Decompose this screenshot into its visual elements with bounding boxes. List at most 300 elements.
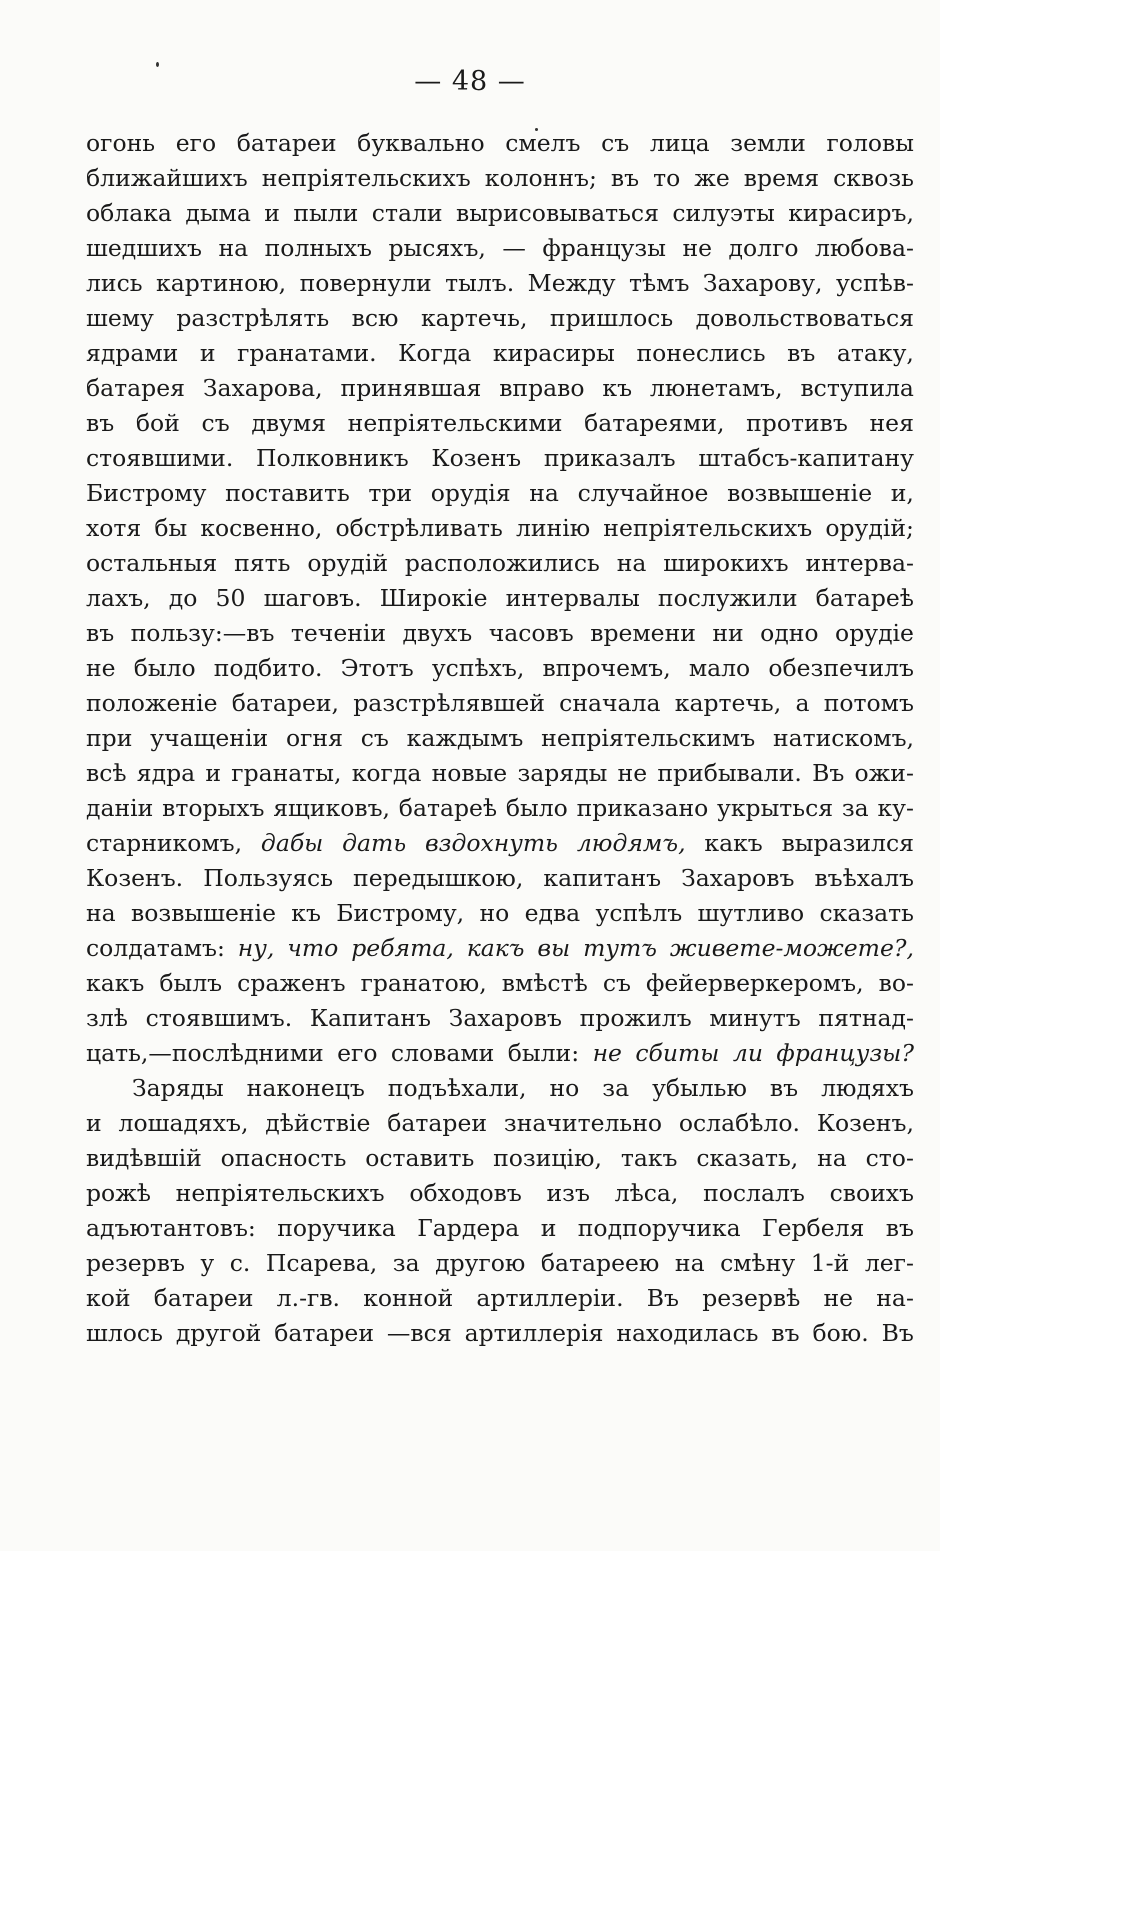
word: своихъ <box>829 1179 914 1207</box>
word: пыли <box>293 199 359 227</box>
word: положеніе <box>86 689 218 717</box>
word: какъ <box>86 969 145 997</box>
word: Широкіе <box>379 584 488 612</box>
text-line <box>86 1246 914 1281</box>
word: сто- <box>865 1144 914 1172</box>
word: Захаровъ <box>681 864 795 892</box>
word: ку- <box>877 794 914 822</box>
text-line <box>86 931 914 966</box>
word: Между <box>527 269 616 297</box>
word: колоннъ; <box>484 164 597 192</box>
text-line <box>86 826 914 861</box>
word: вмѣстѣ <box>501 969 588 997</box>
text-line <box>86 791 914 826</box>
word: не <box>86 654 116 682</box>
word: шлось <box>86 1319 163 1347</box>
word: бою. <box>812 1319 869 1347</box>
word: любова- <box>815 234 914 262</box>
word: с. <box>229 1249 251 1277</box>
word: батареею <box>540 1249 660 1277</box>
word: батареи <box>236 129 337 157</box>
word: старникомъ, <box>86 829 243 857</box>
word: Когда <box>398 339 472 367</box>
word: другою <box>435 1249 526 1277</box>
word: и <box>540 1214 557 1242</box>
text-line <box>86 266 914 301</box>
word: разстрѣлять <box>176 304 330 332</box>
word: но <box>549 1074 580 1102</box>
word: вторыхъ <box>162 794 265 822</box>
word: послалъ <box>703 1179 805 1207</box>
word: противъ <box>746 409 848 437</box>
word: пользу:—въ <box>130 619 275 647</box>
word: картечь, <box>674 689 782 717</box>
word: всю <box>351 304 399 332</box>
word: Козенъ, <box>816 1109 914 1137</box>
word: и <box>264 199 280 227</box>
text-line <box>86 511 914 546</box>
word: непріятельскимъ <box>541 724 756 752</box>
word: тѣмъ <box>629 269 690 297</box>
word: картиною, <box>156 269 287 297</box>
word: за <box>392 1249 420 1277</box>
word: повернули <box>299 269 432 297</box>
word: словами <box>390 1039 495 1067</box>
word: адъютантовъ: <box>86 1214 256 1242</box>
word: къ <box>291 899 321 927</box>
word: наконецъ <box>246 1074 365 1102</box>
word: къ <box>602 374 633 402</box>
word: же <box>694 164 730 192</box>
word: когда <box>351 759 422 787</box>
text-line <box>86 616 914 651</box>
word: огня <box>285 724 343 752</box>
word: двухъ <box>402 619 473 647</box>
word: въ <box>885 1214 914 1242</box>
italic-word: ли <box>732 1039 763 1067</box>
word: на- <box>876 1284 914 1312</box>
word: подъѣхали, <box>387 1074 527 1102</box>
word: мало <box>688 654 751 682</box>
word: стали <box>371 199 443 227</box>
word: земли <box>730 129 806 157</box>
text-line <box>86 756 914 791</box>
word: сказать <box>819 899 914 927</box>
italic-word: дабы <box>260 829 324 857</box>
italic-word: что <box>287 934 339 962</box>
word: на <box>817 1144 847 1172</box>
word: съ <box>601 129 630 157</box>
word: буквально <box>357 129 485 157</box>
word: Псарева, <box>265 1249 378 1277</box>
word: съ <box>602 969 631 997</box>
word: батареи <box>387 1109 488 1137</box>
word: кирасиръ, <box>788 199 914 227</box>
word: успѣв- <box>835 269 914 297</box>
word: атаку, <box>836 339 914 367</box>
word: такъ <box>620 1144 678 1172</box>
word: то <box>653 164 681 192</box>
word: 1-й <box>810 1249 850 1277</box>
word: непріятельскихъ <box>261 164 471 192</box>
word: смелъ <box>505 129 581 157</box>
word: подпоручика <box>577 1214 741 1242</box>
word: на <box>616 549 647 577</box>
italic-word: сбиты <box>635 1039 720 1067</box>
word: поставить <box>225 479 350 507</box>
word: передышкою, <box>353 864 524 892</box>
word: дѣйствіе <box>265 1109 371 1137</box>
word: резервѣ <box>702 1284 801 1312</box>
word: въ <box>86 409 115 437</box>
word: до <box>168 584 198 612</box>
word: натискомъ, <box>772 724 914 752</box>
text-line <box>86 1106 914 1141</box>
text-line <box>86 1036 914 1071</box>
text-line <box>86 686 914 721</box>
word: батареи <box>274 1319 374 1347</box>
word: возвышеніе <box>727 479 873 507</box>
text-line <box>86 896 914 931</box>
word: ящиковъ, <box>273 794 391 822</box>
text-line <box>86 196 914 231</box>
word: видѣвшій <box>86 1144 202 1172</box>
word: рысяхъ, <box>388 234 486 262</box>
word: орудіе <box>835 619 914 647</box>
word: силуэты <box>672 199 775 227</box>
word: Гербеля <box>762 1214 865 1242</box>
word: ни <box>712 619 744 647</box>
word: Въ <box>881 1319 914 1347</box>
text-line <box>86 546 914 581</box>
word: лица <box>649 129 710 157</box>
word: укрыться <box>717 794 834 822</box>
word: интервалы <box>505 584 640 612</box>
word: дыма <box>185 199 251 227</box>
word: въ <box>610 164 640 192</box>
word: были: <box>507 1039 580 1067</box>
word: опасность <box>220 1144 347 1172</box>
word: Въ <box>812 759 845 787</box>
text-line <box>86 1281 914 1316</box>
text-line <box>86 126 914 161</box>
word: картечь, <box>420 304 528 332</box>
word: рожѣ <box>86 1179 151 1207</box>
word: огонь <box>86 129 156 157</box>
word: его <box>337 1039 378 1067</box>
word: въ <box>771 1319 800 1347</box>
word: возвышеніе <box>131 899 276 927</box>
word: изъ <box>546 1179 590 1207</box>
word: прожилъ <box>579 1004 692 1032</box>
word: Захарову, <box>702 269 823 297</box>
word: на <box>674 1249 705 1277</box>
word: и <box>86 1109 102 1137</box>
word: какъ <box>704 829 763 857</box>
word: гранаты, <box>231 759 342 787</box>
word: артиллерія <box>464 1319 604 1347</box>
word: лахъ, <box>86 584 151 612</box>
word: батареи <box>153 1284 254 1312</box>
word: лѣса, <box>614 1179 679 1207</box>
text-line <box>86 651 914 686</box>
word: теченіи <box>290 619 387 647</box>
word: стоявшимъ. <box>145 1004 293 1032</box>
word: обходовъ <box>409 1179 522 1207</box>
word: но <box>479 899 510 927</box>
word: расположились <box>404 549 600 577</box>
word: сквозь <box>833 164 914 192</box>
word: сраженъ <box>237 969 346 997</box>
text-line <box>86 406 914 441</box>
italic-word: ребята, <box>351 934 454 962</box>
word: хотя <box>86 514 142 542</box>
word: успѣлъ <box>595 899 683 927</box>
word: не <box>682 234 713 262</box>
word: шутливо <box>697 899 805 927</box>
word: ядра <box>136 759 196 787</box>
word: прибывали. <box>657 759 802 787</box>
italic-word: вы <box>537 934 571 962</box>
word: впрочемъ, <box>542 654 671 682</box>
word: приказано <box>576 794 709 822</box>
word: широкихъ <box>663 549 789 577</box>
word: у <box>200 1249 215 1277</box>
word: батареѣ <box>815 584 914 612</box>
italic-word: живете-можете?, <box>669 934 914 962</box>
word: на <box>529 479 559 507</box>
word: было <box>505 794 568 822</box>
word: принявшая <box>340 374 482 402</box>
word: заряды <box>517 759 608 787</box>
text-line <box>86 1316 914 1351</box>
word: злѣ <box>86 1004 128 1032</box>
word: всѣ <box>86 759 127 787</box>
word: при <box>86 724 133 752</box>
word: оставить <box>365 1144 475 1172</box>
word: пятнад- <box>818 1004 914 1032</box>
word: время <box>743 164 820 192</box>
word: батареѣ <box>398 794 498 822</box>
text-line <box>86 301 914 336</box>
word: гранатами. <box>237 339 377 367</box>
word: въ <box>787 339 816 367</box>
word: фейерверкеромъ, <box>645 969 864 997</box>
word: Полковникъ <box>256 444 409 472</box>
word: разстрѣлявшей <box>353 689 545 717</box>
word: резервъ <box>86 1249 185 1277</box>
word: непріятельскихъ <box>175 1179 385 1207</box>
text-line <box>86 1071 914 1106</box>
text-line <box>86 581 914 616</box>
word: потомъ <box>823 689 914 717</box>
word: не <box>617 759 648 787</box>
word: ослабѣло. <box>678 1109 800 1137</box>
word: ожи- <box>854 759 914 787</box>
italic-word: ну, <box>237 934 275 962</box>
word: три <box>368 479 413 507</box>
italic-word: тутъ <box>583 934 657 962</box>
paragraph <box>86 1071 914 1351</box>
word: цать,—послѣдними <box>86 1039 324 1067</box>
word: линію <box>515 514 591 542</box>
word: убылью <box>652 1074 747 1102</box>
word: не <box>823 1284 854 1312</box>
word: облака <box>86 199 172 227</box>
word: находилась <box>616 1319 759 1347</box>
word: батареями, <box>584 409 725 437</box>
word: людяхъ <box>821 1074 914 1102</box>
word: одно <box>760 619 819 647</box>
word: сказать, <box>696 1144 799 1172</box>
word: съ <box>201 409 230 437</box>
text-line <box>86 231 914 266</box>
word: Заряды <box>132 1074 224 1102</box>
word: интерва- <box>805 549 914 577</box>
word: позицію, <box>493 1144 602 1172</box>
word: орудій; <box>825 514 914 542</box>
word: орудія <box>430 479 511 507</box>
word: ядрами <box>86 339 179 367</box>
word: ближайшихъ <box>86 164 248 192</box>
word: Захаровъ <box>448 1004 562 1032</box>
word: выразился <box>781 829 914 857</box>
word: долго <box>728 234 799 262</box>
word: во- <box>878 969 914 997</box>
word: значительно <box>503 1109 663 1137</box>
word: новые <box>431 759 508 787</box>
word: на <box>218 234 249 262</box>
body-text <box>86 126 914 1351</box>
word: за <box>841 794 869 822</box>
word: —вся <box>386 1319 452 1347</box>
text-line <box>86 441 914 476</box>
text-line <box>86 336 914 371</box>
word: Козенъ. <box>86 864 184 892</box>
word: приказалъ <box>543 444 676 472</box>
text-line <box>86 371 914 406</box>
word: косвенно, <box>200 514 323 542</box>
word: гранатою, <box>360 969 487 997</box>
text-line <box>86 476 914 511</box>
word: смѣну <box>720 1249 796 1277</box>
word: вырисовываться <box>456 199 659 227</box>
text-line <box>86 161 914 196</box>
word: лошадяхъ, <box>118 1109 249 1137</box>
word: лись <box>86 269 143 297</box>
word: другой <box>175 1319 262 1347</box>
word: люнетамъ, <box>649 374 783 402</box>
text-line <box>86 861 914 896</box>
word: Капитанъ <box>309 1004 431 1032</box>
italic-word: не <box>592 1039 622 1067</box>
word: обстрѣливать <box>335 514 503 542</box>
word: двумя <box>251 409 326 437</box>
word: въ <box>86 619 115 647</box>
word: Гардера <box>417 1214 520 1242</box>
word: капитанъ <box>543 864 662 892</box>
word: Захарова, <box>202 374 323 402</box>
word: штабсъ-капитану <box>698 444 914 472</box>
word: головы <box>826 129 914 157</box>
word: кой <box>86 1284 131 1312</box>
word: бой <box>135 409 180 437</box>
italic-word: французы? <box>776 1039 914 1067</box>
word: пришлось <box>549 304 674 332</box>
text-line <box>86 1176 914 1211</box>
word: нея <box>869 409 914 437</box>
word: л.-гв. <box>276 1284 341 1312</box>
word: а <box>795 689 810 717</box>
italic-word: вздохнуть <box>424 829 558 857</box>
word: батареи, <box>231 689 340 717</box>
word: Бистрому <box>86 479 207 507</box>
word: подбито. <box>213 654 323 682</box>
word: стоявшими. <box>86 444 234 472</box>
word: часовъ <box>488 619 574 647</box>
word: и <box>199 339 216 367</box>
word: Козенъ <box>431 444 522 472</box>
word: лег- <box>864 1249 914 1277</box>
text-line <box>86 1001 914 1036</box>
word: былъ <box>159 969 223 997</box>
text-line <box>86 1211 914 1246</box>
word: бы <box>154 514 188 542</box>
word: Бистрому, <box>336 899 465 927</box>
italic-word: людямъ, <box>576 829 686 857</box>
word: шему <box>86 304 154 332</box>
word: французы <box>542 234 666 262</box>
word: поручика <box>277 1214 396 1242</box>
word: Пользуясь <box>203 864 333 892</box>
word: успѣхъ, <box>431 654 525 682</box>
word: на <box>86 899 116 927</box>
page-number: — 48 — <box>414 66 526 97</box>
word: кирасиры <box>492 339 615 367</box>
word: было <box>133 654 196 682</box>
word: въ <box>769 1074 799 1102</box>
paragraph <box>86 126 914 1071</box>
word: его <box>175 129 217 157</box>
italic-word: дать <box>342 829 407 857</box>
word: шедшихъ <box>86 234 202 262</box>
word: минутъ <box>709 1004 801 1032</box>
word: 50 <box>215 584 246 612</box>
word: полныхъ <box>264 234 372 262</box>
word: съ <box>360 724 389 752</box>
word: даніи <box>86 794 154 822</box>
word: случайное <box>577 479 709 507</box>
word: послужили <box>657 584 798 612</box>
word: и <box>205 759 222 787</box>
word: тылъ. <box>445 269 515 297</box>
word: времени <box>590 619 696 647</box>
word: непріятельскихъ <box>603 514 813 542</box>
word: и, <box>890 479 914 507</box>
word: за <box>602 1074 630 1102</box>
word: солдатамъ: <box>86 934 225 962</box>
word: едва <box>524 899 581 927</box>
word: сначала <box>559 689 661 717</box>
word: батарея <box>86 374 185 402</box>
word: шаговъ. <box>263 584 362 612</box>
text-line <box>86 1141 914 1176</box>
word: каждымъ <box>406 724 524 752</box>
word: вправо <box>499 374 585 402</box>
word: понеслись <box>636 339 766 367</box>
word: орудій <box>307 549 388 577</box>
word: артиллеріи. <box>476 1284 624 1312</box>
